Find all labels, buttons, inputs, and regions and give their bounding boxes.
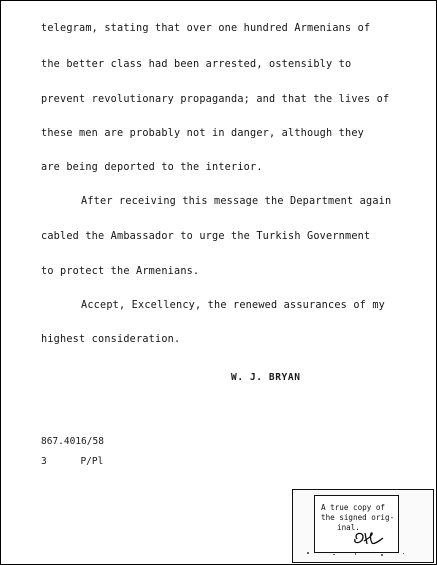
file-number: 867.4016/58: [41, 436, 104, 447]
scan-speck: [333, 554, 335, 555]
letter-line-10: highest consideration.: [41, 334, 181, 345]
letter-line-9: Accept, Excellency, the renewed assurances of my: [81, 300, 386, 311]
letter-line-2: the better class had been arrested, ostensibly to: [41, 59, 352, 70]
true-copy-stamp: [292, 489, 434, 563]
letter-line-3: prevent revolutionary propaganda; and that the lives of: [41, 94, 390, 105]
file-code: 3 P/Pl: [41, 456, 104, 467]
signature: W. J. BRYAN: [231, 372, 301, 383]
scan-speck: [381, 554, 383, 556]
letter-line-5: are being deported to the interior.: [41, 162, 263, 173]
handwritten-initials: [349, 529, 389, 547]
letter-line-6: After receiving this message the Department again: [81, 196, 392, 207]
letter-line-7: cabled the Ambassador to urge the Turkish Government: [41, 231, 371, 242]
scan-speck: [403, 553, 404, 554]
stamp-line-2: the signed orig-: [321, 513, 395, 522]
letter-line-4: these men are probably not in danger, although they: [41, 128, 365, 139]
scan-speck: [355, 553, 356, 555]
letter-line-1: telegram, stating that over one hundred Armenians of: [41, 23, 371, 34]
stamp-box: [314, 495, 399, 553]
stamp-line-1: A true copy of: [321, 503, 386, 512]
letter-line-8: to protect the Armenians.: [41, 266, 200, 277]
stamp-line-3: inal.: [337, 523, 360, 532]
scan-speck: [307, 552, 309, 554]
